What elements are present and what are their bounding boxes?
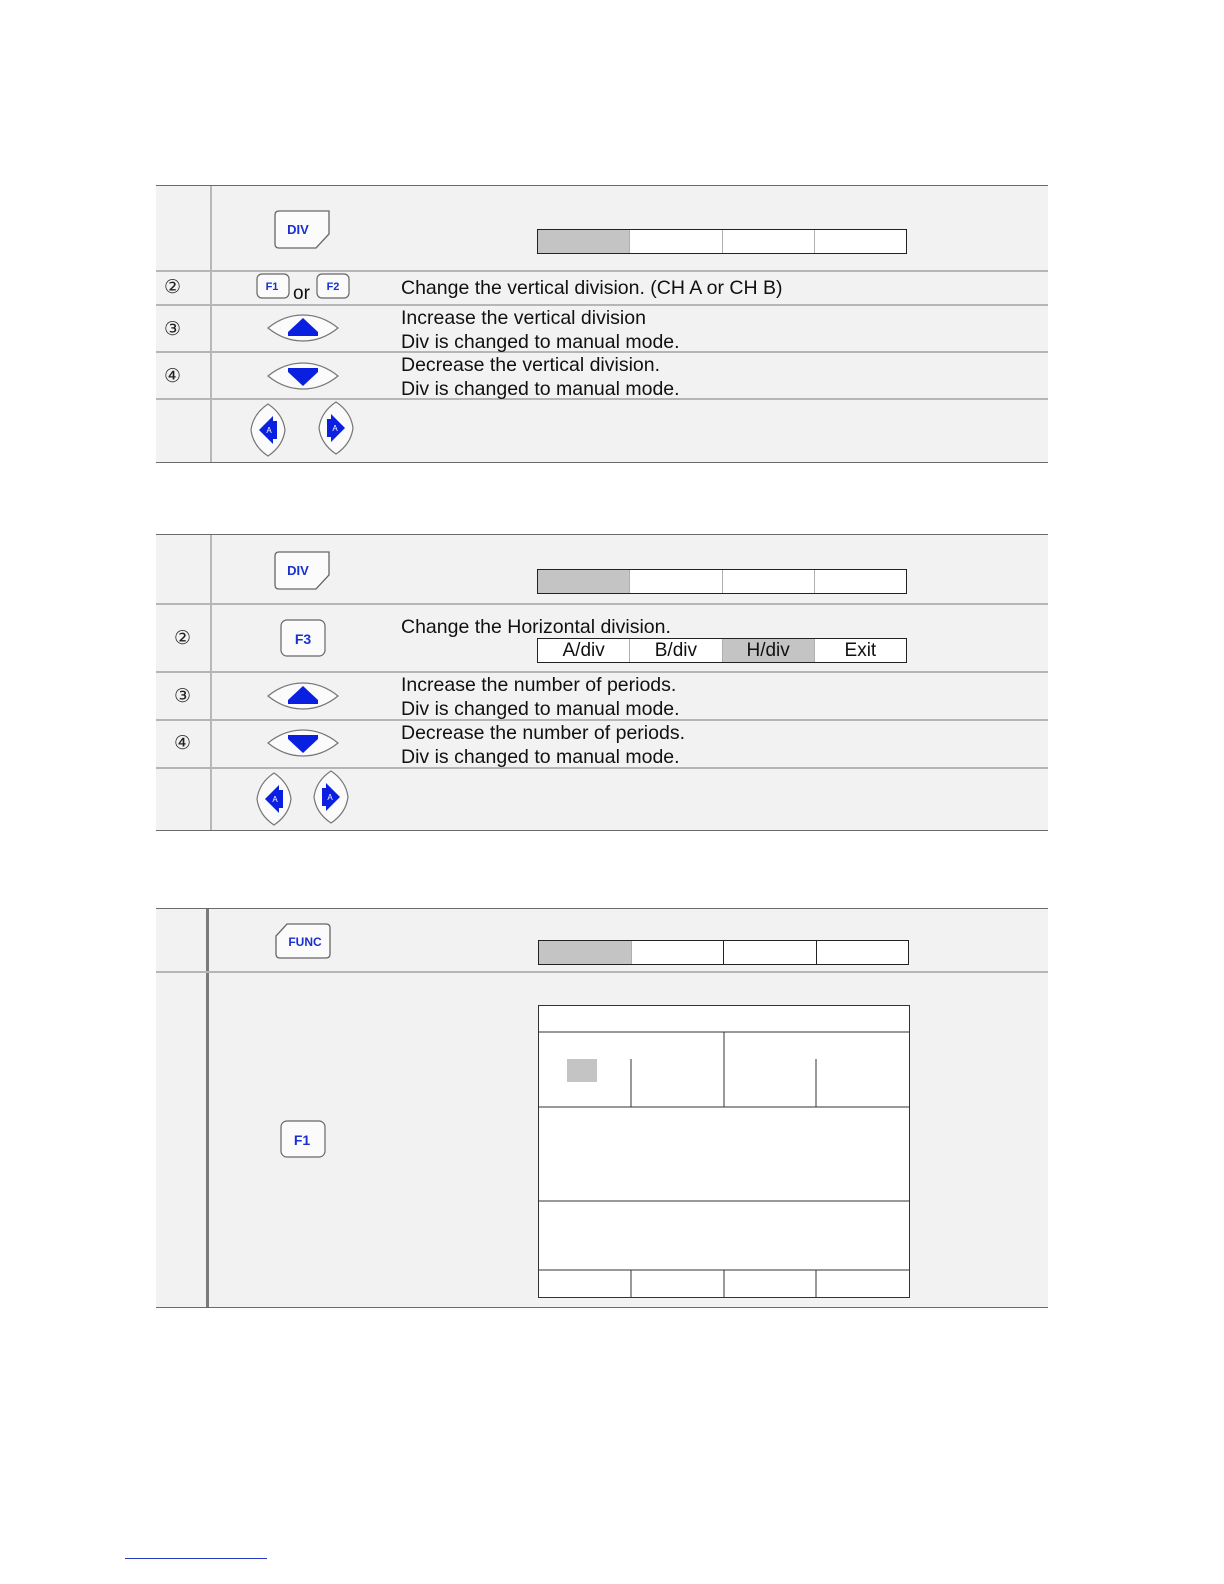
menu-cell[interactable] [723, 570, 815, 593]
text-line: Change the Horizontal division. [401, 616, 671, 638]
arrow-key-letter: A [266, 426, 272, 435]
up-arrow-key[interactable] [266, 312, 340, 344]
menu-cell[interactable] [815, 230, 906, 253]
up-arrow-key[interactable] [266, 680, 340, 712]
menu-cell[interactable] [817, 941, 909, 964]
softkey-menu-bar [537, 229, 907, 254]
div-key-label: DIV [287, 222, 309, 237]
menu-cell[interactable] [815, 570, 906, 593]
step-description [401, 615, 671, 639]
down-arrow-key[interactable] [266, 360, 340, 392]
footnote-separator [125, 1558, 267, 1559]
text-line: Div is changed to manual mode. [401, 746, 680, 768]
text-line: Div is changed to manual mode. [401, 331, 680, 353]
text-line: Decrease the vertical division. [401, 354, 661, 376]
menu-cell[interactable] [538, 230, 630, 253]
function-screen-display [538, 1005, 910, 1298]
step-number: ② [174, 627, 192, 649]
column-divider [206, 909, 209, 1307]
text-line: Increase the number of periods. [401, 674, 677, 696]
menu-cell[interactable] [632, 941, 725, 964]
div-key[interactable] [274, 210, 332, 250]
step-description [401, 276, 783, 300]
f1-key-label: F1 [293, 1132, 311, 1148]
row-divider [156, 270, 1048, 272]
div-key[interactable] [274, 551, 332, 591]
menu-cell-b-div[interactable]: B/div [630, 639, 722, 662]
step-number: ③ [164, 318, 182, 340]
softkey-menu-bar [537, 569, 907, 594]
menu-cell[interactable] [539, 941, 632, 964]
f2-key[interactable] [316, 273, 350, 299]
step-number: ④ [174, 732, 192, 754]
function-menu-table [156, 908, 1048, 1308]
menu-cell[interactable] [723, 230, 815, 253]
right-arrow-key[interactable] [312, 769, 350, 825]
step-description [401, 306, 680, 354]
func-key-label: FUNC [288, 935, 322, 949]
text-line: Increase the vertical division [401, 307, 646, 329]
f3-key[interactable] [280, 619, 326, 657]
menu-cell-exit[interactable]: Exit [844, 639, 877, 661]
menu-cell[interactable] [724, 941, 817, 964]
hdiv-menu-bar [537, 638, 907, 663]
step-description [401, 353, 680, 401]
menu-cell[interactable] [630, 570, 722, 593]
text-line: Div is changed to manual mode. [401, 698, 680, 720]
menu-cell-a-div[interactable]: A/div [538, 639, 630, 662]
softkey-menu-bar [538, 940, 909, 965]
menu-cell[interactable] [538, 570, 630, 593]
text-line: Div is changed to manual mode. [401, 378, 680, 400]
func-key[interactable] [275, 923, 331, 959]
f1-key[interactable] [280, 1120, 326, 1158]
right-arrow-key[interactable] [317, 400, 355, 456]
f2-key-label: F2 [326, 281, 340, 293]
div-key-label: DIV [287, 563, 309, 578]
step-number: ④ [164, 365, 182, 387]
f1-key-label: F1 [265, 281, 279, 293]
horizontal-division-table [156, 534, 1048, 831]
or-text: or [293, 283, 310, 304]
column-divider [210, 186, 212, 462]
arrow-key-letter: A [327, 793, 333, 802]
row-divider [156, 603, 1048, 605]
arrow-key-letter: A [332, 424, 338, 433]
f1-key[interactable] [256, 273, 290, 299]
menu-cell[interactable] [630, 230, 722, 253]
step-number: ② [164, 276, 182, 298]
step-number: ③ [174, 685, 192, 707]
f3-key-label: F3 [294, 631, 312, 647]
arrow-key-letter: A [272, 795, 278, 804]
text-line: Decrease the number of periods. [401, 722, 685, 744]
text-line: Change the vertical division. (CH A or CH B) [401, 277, 783, 299]
left-arrow-key[interactable] [255, 771, 293, 827]
vertical-division-table [156, 185, 1048, 463]
menu-cell-h-div[interactable]: H/div [723, 639, 815, 662]
left-arrow-key[interactable] [249, 402, 287, 458]
column-divider [210, 535, 212, 830]
step-description [401, 721, 685, 769]
down-arrow-key[interactable] [266, 727, 340, 759]
row-divider [156, 971, 1048, 973]
step-description [401, 673, 680, 721]
